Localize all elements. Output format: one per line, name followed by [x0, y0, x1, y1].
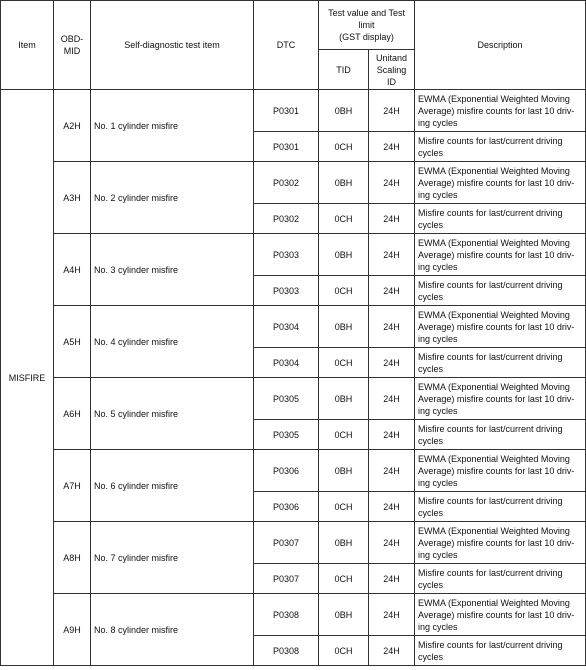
obd-mid-cell: A8H	[54, 522, 91, 594]
tid-cell: 0CH	[319, 564, 369, 594]
table-row	[1, 594, 586, 636]
description-cell: Misfire counts for last/current driving cycles	[415, 276, 586, 306]
tid-cell: 0BH	[319, 450, 369, 492]
header-self-diagnostic-test-item: Self-diagnostic test item	[91, 1, 254, 90]
item-cell: MISFIRE	[1, 90, 54, 666]
unit-scaling-cell: 24H	[369, 522, 415, 564]
obd-mid-cell: A9H	[54, 594, 91, 666]
unit-scaling-cell: 24H	[369, 450, 415, 492]
header-item: Item	[1, 1, 54, 90]
description-cell: EWMA (Exponential Weighted Moving Average) misfire counts for last 10 driv-ing cycles	[415, 234, 586, 276]
tid-cell: 0BH	[319, 594, 369, 636]
unit-scaling-cell: 24H	[369, 378, 415, 420]
description-cell: Misfire counts for last/current driving cycles	[415, 492, 586, 522]
description-cell: Misfire counts for last/current driving cycles	[415, 636, 586, 666]
header-test-value: Test value and Test limit (GST display)	[319, 1, 415, 50]
table-row	[1, 522, 586, 564]
tid-cell: 0BH	[319, 90, 369, 132]
test-item-cell: No. 1 cylinder misfire	[91, 90, 254, 162]
unit-scaling-cell: 24H	[369, 636, 415, 666]
obd-mid-cell: A2H	[54, 90, 91, 162]
header-tid: TID	[319, 50, 369, 90]
header-description: Description	[415, 1, 586, 90]
test-item-cell: No. 4 cylinder misfire	[91, 306, 254, 378]
dtc-cell: P0305	[254, 378, 319, 420]
tid-cell: 0BH	[319, 234, 369, 276]
table-row	[1, 306, 586, 348]
description-cell: EWMA (Exponential Weighted Moving Average) misfire counts for last 10 driv-ing cycles	[415, 162, 586, 204]
dtc-cell: P0302	[254, 204, 319, 234]
obd-mid-cell: A4H	[54, 234, 91, 306]
dtc-cell: P0301	[254, 90, 319, 132]
tid-cell: 0CH	[319, 348, 369, 378]
test-item-cell: No. 5 cylinder misfire	[91, 378, 254, 450]
obd-mid-cell: A5H	[54, 306, 91, 378]
tid-cell: 0BH	[319, 378, 369, 420]
dtc-cell: P0306	[254, 450, 319, 492]
dtc-cell: P0308	[254, 636, 319, 666]
description-cell: EWMA (Exponential Weighted Moving Average) misfire counts for last 10 driv-ing cycles	[415, 522, 586, 564]
description-cell: Misfire counts for last/current driving cycles	[415, 420, 586, 450]
description-cell: EWMA (Exponential Weighted Moving Average) misfire counts for last 10 driv-ing cycles	[415, 378, 586, 420]
table-row	[1, 378, 586, 420]
description-cell: Misfire counts for last/current driving cycles	[415, 132, 586, 162]
obd-mid-cell: A7H	[54, 450, 91, 522]
unit-scaling-cell: 24H	[369, 564, 415, 594]
dtc-cell: P0304	[254, 306, 319, 348]
tid-cell: 0BH	[319, 306, 369, 348]
dtc-cell: P0305	[254, 420, 319, 450]
dtc-cell: P0301	[254, 132, 319, 162]
test-item-cell: No. 7 cylinder misfire	[91, 522, 254, 594]
dtc-cell: P0303	[254, 276, 319, 306]
tid-cell: 0BH	[319, 162, 369, 204]
description-cell: EWMA (Exponential Weighted Moving Average) misfire counts for last 10 driv-ing cycles	[415, 594, 586, 636]
unit-scaling-cell: 24H	[369, 90, 415, 132]
tid-cell: 0CH	[319, 492, 369, 522]
header-dtc: DTC	[254, 1, 319, 90]
tid-cell: 0CH	[319, 636, 369, 666]
description-cell: Misfire counts for last/current driving cycles	[415, 348, 586, 378]
obd-mid-cell: A6H	[54, 378, 91, 450]
tid-cell: 0CH	[319, 132, 369, 162]
dtc-cell: P0303	[254, 234, 319, 276]
description-cell: EWMA (Exponential Weighted Moving Average) misfire counts for last 10 driv-ing cycles	[415, 306, 586, 348]
dtc-cell: P0302	[254, 162, 319, 204]
unit-scaling-cell: 24H	[369, 234, 415, 276]
table-row	[1, 90, 586, 132]
table-row	[1, 234, 586, 276]
unit-scaling-cell: 24H	[369, 306, 415, 348]
unit-scaling-cell: 24H	[369, 204, 415, 234]
table-row	[1, 450, 586, 492]
table-body	[1, 90, 586, 666]
header-unit-scaling: Unitand Scaling ID	[369, 50, 415, 90]
dtc-cell: P0304	[254, 348, 319, 378]
unit-scaling-cell: 24H	[369, 162, 415, 204]
description-cell: Misfire counts for last/current driving cycles	[415, 564, 586, 594]
header-obd-mid: OBD- MID	[54, 1, 91, 90]
test-item-cell: No. 8 cylinder misfire	[91, 594, 254, 666]
dtc-cell: P0308	[254, 594, 319, 636]
unit-scaling-cell: 24H	[369, 348, 415, 378]
table-header	[1, 1, 586, 90]
unit-scaling-cell: 24H	[369, 594, 415, 636]
unit-scaling-cell: 24H	[369, 276, 415, 306]
dtc-cell: P0307	[254, 564, 319, 594]
dtc-cell: P0307	[254, 522, 319, 564]
obd-mid-cell: A3H	[54, 162, 91, 234]
dtc-cell: P0306	[254, 492, 319, 522]
description-cell: EWMA (Exponential Weighted Moving Average) misfire counts for last 10 driv-ing cycles	[415, 90, 586, 132]
tid-cell: 0CH	[319, 276, 369, 306]
unit-scaling-cell: 24H	[369, 492, 415, 522]
unit-scaling-cell: 24H	[369, 132, 415, 162]
description-cell: EWMA (Exponential Weighted Moving Average) misfire counts for last 10 driv-ing cycles	[415, 450, 586, 492]
tid-cell: 0CH	[319, 420, 369, 450]
test-item-cell: No. 2 cylinder misfire	[91, 162, 254, 234]
tid-cell: 0BH	[319, 522, 369, 564]
tid-cell: 0CH	[319, 204, 369, 234]
description-cell: Misfire counts for last/current driving cycles	[415, 204, 586, 234]
test-item-cell: No. 3 cylinder misfire	[91, 234, 254, 306]
test-item-cell: No. 6 cylinder misfire	[91, 450, 254, 522]
unit-scaling-cell: 24H	[369, 420, 415, 450]
table-row	[1, 162, 586, 204]
